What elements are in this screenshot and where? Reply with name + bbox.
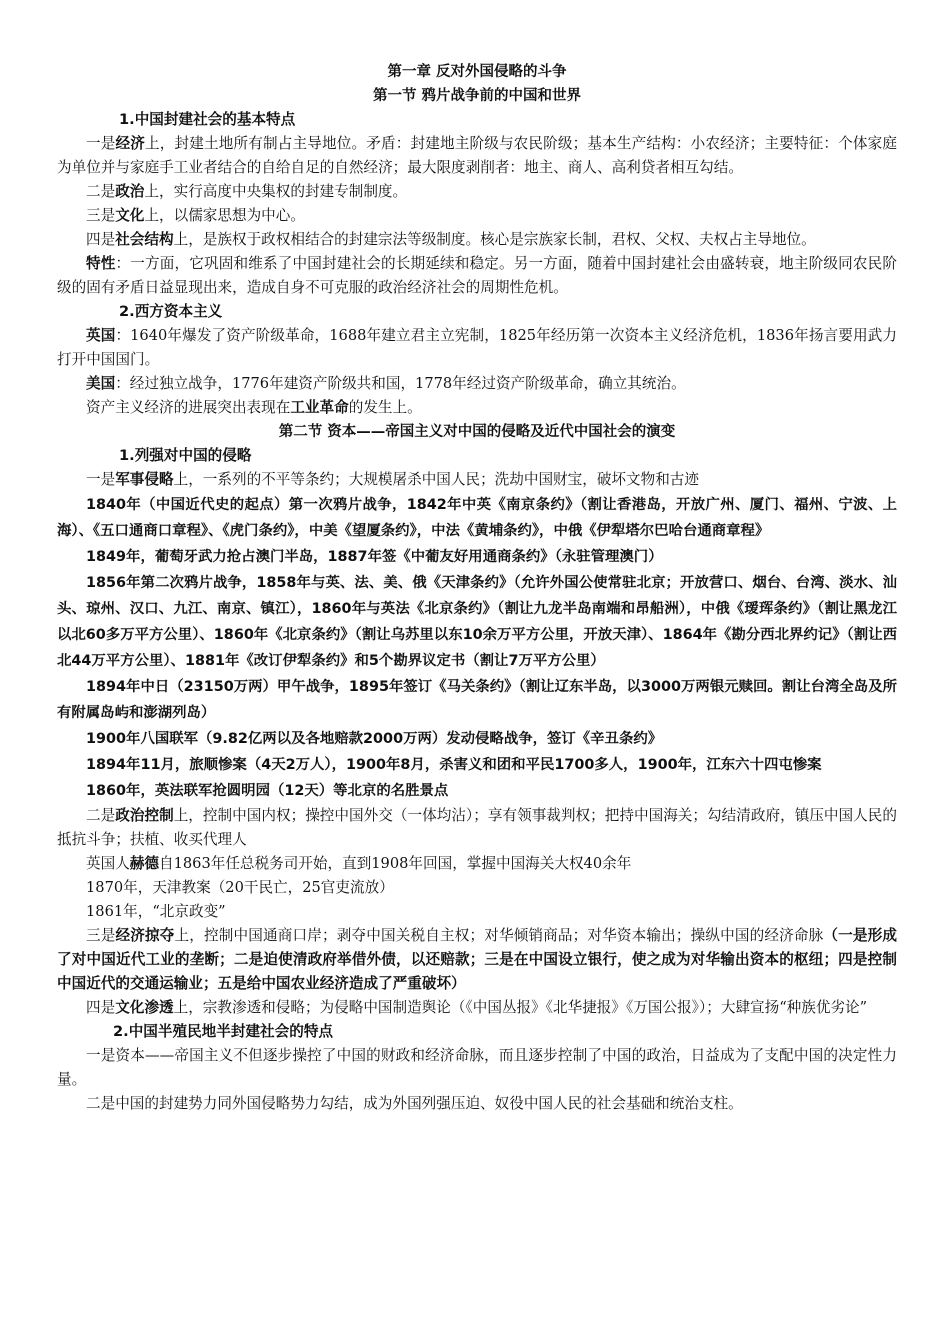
bold-paragraph: 1860年，英法联军抢圆明园（12天）等北京的名胜景点 — [86, 783, 449, 799]
paragraph-semi-colonial-2: 二是中国的封建势力同外国侵略势力勾结，成为外国列强压迫、奴役中国人民的社会基础和统治支柱。 — [86, 1095, 743, 1112]
paragraph-social-structure: 四是社会结构上，是族权于政权相结合的封建宗法等级制度。核心是宗族家长制，君权、父权、夫权占主导地位。 — [86, 231, 816, 248]
paragraph-industrial-revolution: 资产主义经济的进展突出表现在工业革命的发生上。 — [86, 399, 422, 416]
paragraph-economic-plunder: 三是经济掠夺上，控制中国通商口岸；剥夺中国关税自主权；对华倾销商品；对华资本输出；操纵中国的经济命脉（一是形成了对中国近代工业的垄断；二是迫使清政府举借外债，以还赔款；三是在中国设立银行，使之成为对华输出资本的枢纽；四是控制中国近代的交通运输业；五是给中国农业经济造成了严重破坏） — [57, 927, 897, 992]
paragraph-hart: 英国人赫德自1863年任总税务司开始，直到1908年回国，掌握中国海关大权40余年 — [86, 855, 632, 872]
paragraph-beijing-coup: 1861年，“北京政变” — [86, 903, 226, 920]
section-title: 第一节 鸦片战争前的中国和世界 — [372, 88, 582, 104]
subheading: 2.西方资本主义 — [119, 303, 223, 320]
bold-paragraph: 1894年中日（23150万两）甲午战争，1895年签订《马关条约》（割让辽东半岛，以3000万两银元赎回。割让台湾全岛及所有附属岛屿和澎湖列岛） — [57, 679, 897, 721]
bold-paragraph: 1856年第二次鸦片战争，1858年与英、法、美、俄《天津条约》（允许外国公使常驻北京；开放营口、烟台、台湾、淡水、汕头、琼州、汉口、九江、南京、镇江），1860年与英法《北京条约》（割让九龙半岛南端和昂船洲），中俄《瑷珲条约》（割让黑龙江以北60多万平方公里）、1860年《北京条约》（割让乌苏里以东10余万平方公里，开放天津）、1864年《勘分西北界约记》（割让西北44万平方公里）、1881年《改订伊犁条约》和5个勘界议定书（割让7万平方公里） — [57, 575, 897, 669]
bold-paragraph: 1894年11月，旅顺惨案（4天2万人），1900年8月，杀害义和团和平民1700多人，1900年，江东六十四屯惨案 — [86, 757, 822, 773]
paragraph-characteristics: 特性：一方面，它巩固和维系了中国封建社会的长期延续和稳定。另一方面，随着中国封建社会由盛转衰，地主阶级同农民阶级的固有矛盾日益显现出来，造成自身不可克服的政治经济社会的周期性危机。 — [57, 255, 897, 296]
subheading: 1.中国封建社会的基本特点 — [119, 111, 296, 128]
paragraph-britain: 英国：1640年爆发了资产阶级革命，1688年建立君主立宪制，1825年经历第一次资本主义经济危机，1836年扬言要用武力打开中国国门。 — [57, 327, 897, 368]
subheading: 2.中国半殖民地半封建社会的特点 — [113, 1023, 334, 1040]
paragraph-politics: 二是政治上，实行高度中央集权的封建专制制度。 — [86, 183, 408, 200]
chapter-title: 第一章 反对外国侵略的斗争 — [387, 64, 567, 80]
bold-paragraph: 1849年，葡萄牙武力抢占澳门半岛，1887年签《中葡友好用通商条约》（永驻管理澳门） — [86, 549, 663, 565]
document-page — [57, 60, 897, 1116]
bold-paragraph: 1840年（中国近代史的起点）第一次鸦片战争，1842年中英《南京条约》（割让香港岛，开放广州、厦门、福州、宁波、上海）、《五口通商口章程》、《虎门条约》，中美《望厦条约》，中法《黄埔条约》，中俄《伊犁塔尔巴哈台通商章程》 — [57, 497, 897, 539]
section-title: 第二节 资本——帝国主义对中国的侵略及近代中国社会的演变 — [278, 424, 676, 440]
paragraph-usa: 美国：经过独立战争，1776年建资产阶级共和国，1778年经过资产阶级革命，确立其统治。 — [86, 375, 686, 392]
paragraph-political-control: 二是政治控制上，控制中国内权；操控中国外交（一体均沾）；享有领事裁判权；把持中国海关；勾结清政府，镇压中国人民的抵抗斗争；扶植、收买代理人 — [57, 807, 897, 848]
paragraph-tianjin: 1870年，天津教案（20干民亡，25官吏流放） — [86, 879, 394, 896]
bold-paragraph: 1900年八国联军（9.82亿两以及各地赔款2000万两）发动侵略战争，签订《辛丑条约》 — [86, 731, 663, 747]
paragraph-cultural-infiltration: 四是文化渗透上，宗教渗透和侵略；为侵略中国制造舆论（《中国丛报》《北华捷报》《万国公报》）；大肆宣扬“种族优劣论” — [86, 999, 868, 1016]
paragraph-culture: 三是文化上，以儒家思想为中心。 — [86, 207, 305, 224]
subheading: 1.列强对中国的侵略 — [119, 447, 252, 464]
paragraph-semi-colonial-1: 一是资本——帝国主义不但逐步操控了中国的财政和经济命脉，而且逐步控制了中国的政治，日益成为了支配中国的决定性力量。 — [57, 1047, 897, 1088]
paragraph-military: 一是军事侵略上，一系列的不平等条约；大规模屠杀中国人民；洗劫中国财宝，破坏文物和古迹 — [86, 471, 699, 488]
paragraph-economy: 一是经济上，封建土地所有制占主导地位。矛盾：封建地主阶级与农民阶级；基本生产结构：小农经济；主要特征：个体家庭为单位并与家庭手工业者结合的自给自足的自然经济；最大限度剥削者：地主、商人、高利贷者相互勾结。 — [57, 135, 897, 176]
